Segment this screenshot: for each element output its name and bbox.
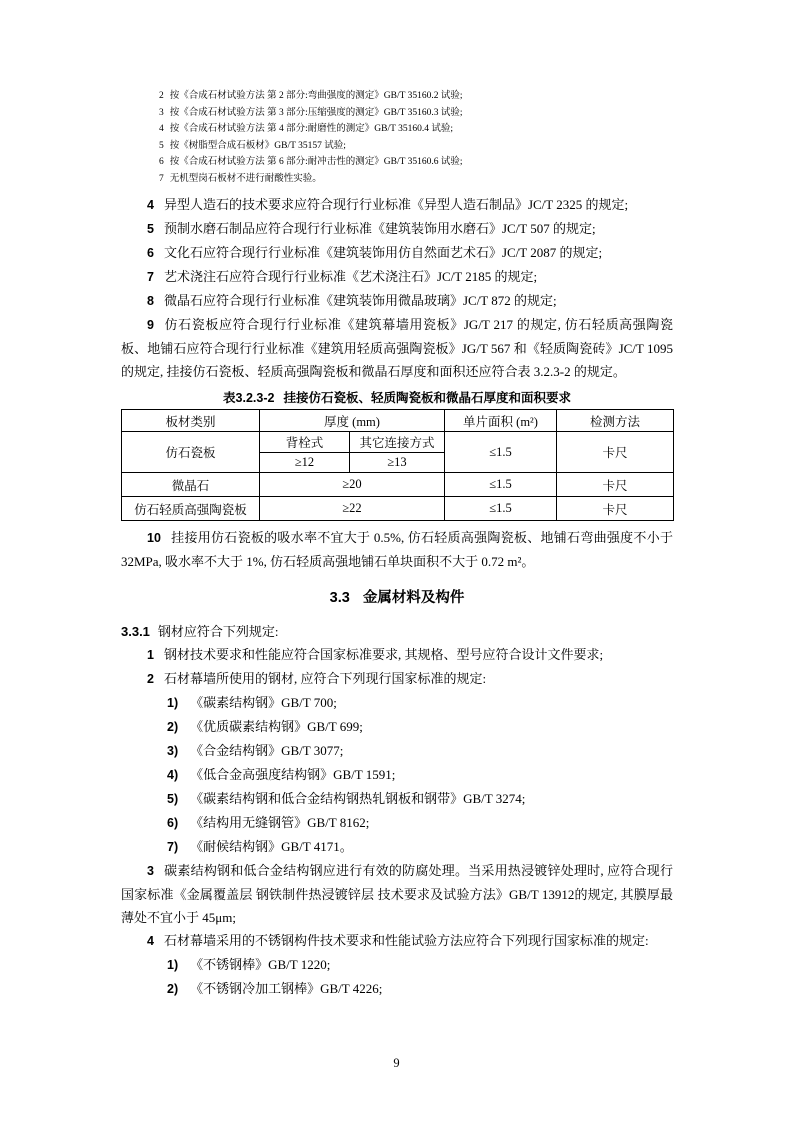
item-4 xyxy=(121,929,673,953)
footnote-number: 2 xyxy=(159,91,164,101)
cell-area-wjs: ≤1.5 xyxy=(445,473,557,497)
col-header-area: 单片面积 (m²) xyxy=(445,410,557,432)
item-number: 3 xyxy=(147,864,154,878)
clause-text: 微晶石应符合现行行业标准《建筑装饰用微晶玻璃》JC/T 872 的规定; xyxy=(163,293,557,308)
clause-item-8 xyxy=(121,289,673,313)
cell-category-fszb: 仿石瓷板 xyxy=(122,432,260,473)
table-caption-label: 表3.2.3-2 xyxy=(223,391,275,405)
subitem-text: 《优质碳素结构钢》GB/T 699; xyxy=(190,719,363,734)
cell-method-wjs: 卡尺 xyxy=(557,473,674,497)
subitem-number: 6) xyxy=(167,816,179,830)
section-title: 金属材料及构件 xyxy=(362,590,465,606)
item-text: 钢材技术要求和性能应符合国家标准要求, 其规格、型号应符合设计文件要求; xyxy=(163,647,604,662)
item-text: 石材幕墙采用的不锈钢构件技术要求和性能试验方法应符合下列现行国家标准的规定: xyxy=(163,933,649,948)
subitem-text: 《结构用无缝钢管》GB/T 8162; xyxy=(190,815,370,830)
clause-number: 10 xyxy=(147,531,161,545)
steel-standard-6 xyxy=(121,811,673,835)
page-number: 9 xyxy=(393,1056,400,1070)
footnote-text: 无机型岗石板材不进行耐酸性实验。 xyxy=(169,173,322,184)
article-3-3-1 xyxy=(121,620,673,643)
subitem-text: 《不锈钢棒》GB/T 1220; xyxy=(190,957,331,972)
steel-standard-7 xyxy=(121,835,673,859)
footnote-text: 按《合成石材试验方法 第 4 部分:耐磨性的测定》GB/T 35160.4 试验; xyxy=(169,124,453,134)
footnote-number: 4 xyxy=(159,124,164,134)
col-header-method: 检测方法 xyxy=(557,410,674,432)
clause-text: 艺术浇注石应符合现行行业标准《艺术浇注石》JC/T 2185 的规定; xyxy=(163,269,538,284)
steel-standard-4 xyxy=(121,763,673,787)
subitem-number: 4) xyxy=(167,768,179,782)
item-number: 1 xyxy=(147,648,154,662)
table-caption xyxy=(121,388,673,406)
clause-number: 8 xyxy=(147,294,154,308)
footnote-number: 7 xyxy=(159,173,164,184)
clause-item-6 xyxy=(121,241,673,265)
stainless-standard-2 xyxy=(121,977,673,1001)
steel-standard-3 xyxy=(121,739,673,763)
clause-number: 5 xyxy=(147,222,154,236)
cell-backbolt-label: 背栓式 xyxy=(260,432,350,453)
clause-text: 异型人造石的技术要求应符合现行行业标准《异型人造石制品》JC/T 2325 的规定; xyxy=(163,197,629,212)
subitem-number: 1) xyxy=(167,696,179,710)
item-number: 4 xyxy=(147,934,154,948)
clause-number: 7 xyxy=(147,270,154,284)
clause-item-4 xyxy=(121,193,673,217)
clause-item-10 xyxy=(121,526,673,573)
col-header-category: 板材类别 xyxy=(122,410,260,432)
clause-text: 挂接用仿石瓷板的吸水率不宜大于 0.5%, 仿石轻质高强陶瓷板、地铺石弯曲强度不小于 32MPa, 吸水率不大于 1%, 仿石轻质高强地铺石单块面积不大于 0.72 m²。 xyxy=(121,530,673,569)
clause-text: 仿石瓷板应符合现行行业标准《建筑幕墙用瓷板》JG/T 217 的规定, 仿石轻质高强陶瓷板、地铺石应符合现行行业标准《建筑用轻质高强陶瓷板》JG/T 567 和《轻质陶瓷砖》JC/T 1095 的规定, 挂接仿石瓷板、轻质高强陶瓷板和微晶石厚度和面积还应符合表 3.2.3-2 的规定。 xyxy=(121,317,673,379)
footnote-line xyxy=(121,121,673,138)
section-3-3-heading xyxy=(121,586,673,607)
subitem-number: 2) xyxy=(167,982,179,996)
clause-list xyxy=(121,193,673,383)
subitem-text: 《低合金高强度结构钢》GB/T 1591; xyxy=(190,767,396,782)
cell-area-fszb: ≤1.5 xyxy=(445,432,557,473)
footnote-number: 3 xyxy=(159,107,164,118)
clause-item-7 xyxy=(121,265,673,289)
item-1 xyxy=(121,643,673,667)
item-text: 碳素结构钢和低合金结构钢应进行有效的防腐处理。当采用热浸镀锌处理时, 应符合现行国家标准《金属覆盖层 钢铁制件热浸镀锌层 技术要求及试验方法》GB/T 13912的规定, 其膜厚最薄处不宜小于 45μm; xyxy=(121,863,673,925)
materials-spec-table xyxy=(121,409,674,521)
subitem-text: 《碳素结构钢》GB/T 700; xyxy=(190,695,337,710)
clause-number: 9 xyxy=(147,318,154,332)
clause-number: 4 xyxy=(147,198,154,212)
subitem-number: 2) xyxy=(167,720,179,734)
item-2 xyxy=(121,667,673,691)
clause-item-5 xyxy=(121,217,673,241)
footnote-list xyxy=(121,88,673,187)
footnote-line xyxy=(121,138,673,155)
table-header-row xyxy=(122,410,674,432)
cell-method-fsqz: 卡尺 xyxy=(557,497,674,521)
clause-number: 6 xyxy=(147,246,154,260)
footnote-line xyxy=(121,105,673,122)
cell-thickness-fsqz: ≥22 xyxy=(260,497,445,521)
subitem-number: 7) xyxy=(167,840,179,854)
table-row-wjs xyxy=(122,473,674,497)
section-number: 3.3 xyxy=(329,590,350,606)
subitem-number: 1) xyxy=(167,958,179,972)
clause-text: 预制水磨石制品应符合现行行业标准《建筑装饰用水磨石》JC/T 507 的规定; xyxy=(163,221,596,236)
footnote-text: 按《合成石材试验方法 第 6 部分:耐冲击性的测定》GB/T 35160.6 试验; xyxy=(169,157,463,167)
cell-other-connection-label: 其它连接方式 xyxy=(350,432,445,453)
subitem-text: 《碳素结构钢和低合金结构钢热轧钢板和钢带》GB/T 3274; xyxy=(190,791,526,806)
cell-category-fsqz: 仿石轻质高强陶瓷板 xyxy=(122,497,260,521)
steel-standard-1 xyxy=(121,691,673,715)
article-text: 钢材应符合下列规定: xyxy=(157,624,279,639)
clause-item-9 xyxy=(121,313,673,383)
footnote-number: 6 xyxy=(159,157,164,167)
cell-category-wjs: 微晶石 xyxy=(122,473,260,497)
table-row-fsqz xyxy=(122,497,674,521)
item-3 xyxy=(121,859,673,929)
subitem-text: 《合金结构钢》GB/T 3077; xyxy=(190,743,344,758)
subitem-number: 3) xyxy=(167,744,179,758)
cell-thickness-wjs: ≥20 xyxy=(260,473,445,497)
col-header-thickness: 厚度 (mm) xyxy=(260,410,445,432)
footnote-number: 5 xyxy=(159,140,164,151)
cell-backbolt-value: ≥12 xyxy=(260,453,350,473)
footnote-line xyxy=(121,171,673,188)
footnote-line xyxy=(121,154,673,171)
footnote-text: 按《树脂型合成石板材》GB/T 35157 试验; xyxy=(169,140,346,151)
subitem-text: 《不锈钢冷加工钢棒》GB/T 4226; xyxy=(190,981,383,996)
footnote-text: 按《合成石材试验方法 第 2 部分:弯曲强度的测定》GB/T 35160.2 试验; xyxy=(169,91,463,101)
steel-standard-2 xyxy=(121,715,673,739)
subitem-text: 《耐候结构钢》GB/T 4171。 xyxy=(190,839,353,854)
footnote-line xyxy=(121,88,673,105)
cell-area-fsqz: ≤1.5 xyxy=(445,497,557,521)
table-row-fszb-labels xyxy=(122,432,674,453)
cell-method-fszb: 卡尺 xyxy=(557,432,674,473)
clause-text: 文化石应符合现行行业标准《建筑装饰用仿自然面艺术石》JC/T 2087 的规定; xyxy=(163,245,603,260)
cell-other-connection-value: ≥13 xyxy=(350,453,445,473)
footnote-text: 按《合成石材试验方法 第 3 部分:压缩强度的测定》GB/T 35160.3 试验; xyxy=(169,107,463,118)
item-number: 2 xyxy=(147,672,154,686)
stainless-standard-1 xyxy=(121,953,673,977)
subitem-number: 5) xyxy=(167,792,179,806)
article-number: 3.3.1 xyxy=(121,624,150,639)
steel-standard-5 xyxy=(121,787,673,811)
item-text: 石材幕墙所使用的钢材, 应符合下列现行国家标准的规定: xyxy=(163,671,487,686)
table-caption-title: 挂接仿石瓷板、轻质陶瓷板和微晶石厚度和面积要求 xyxy=(283,391,571,405)
